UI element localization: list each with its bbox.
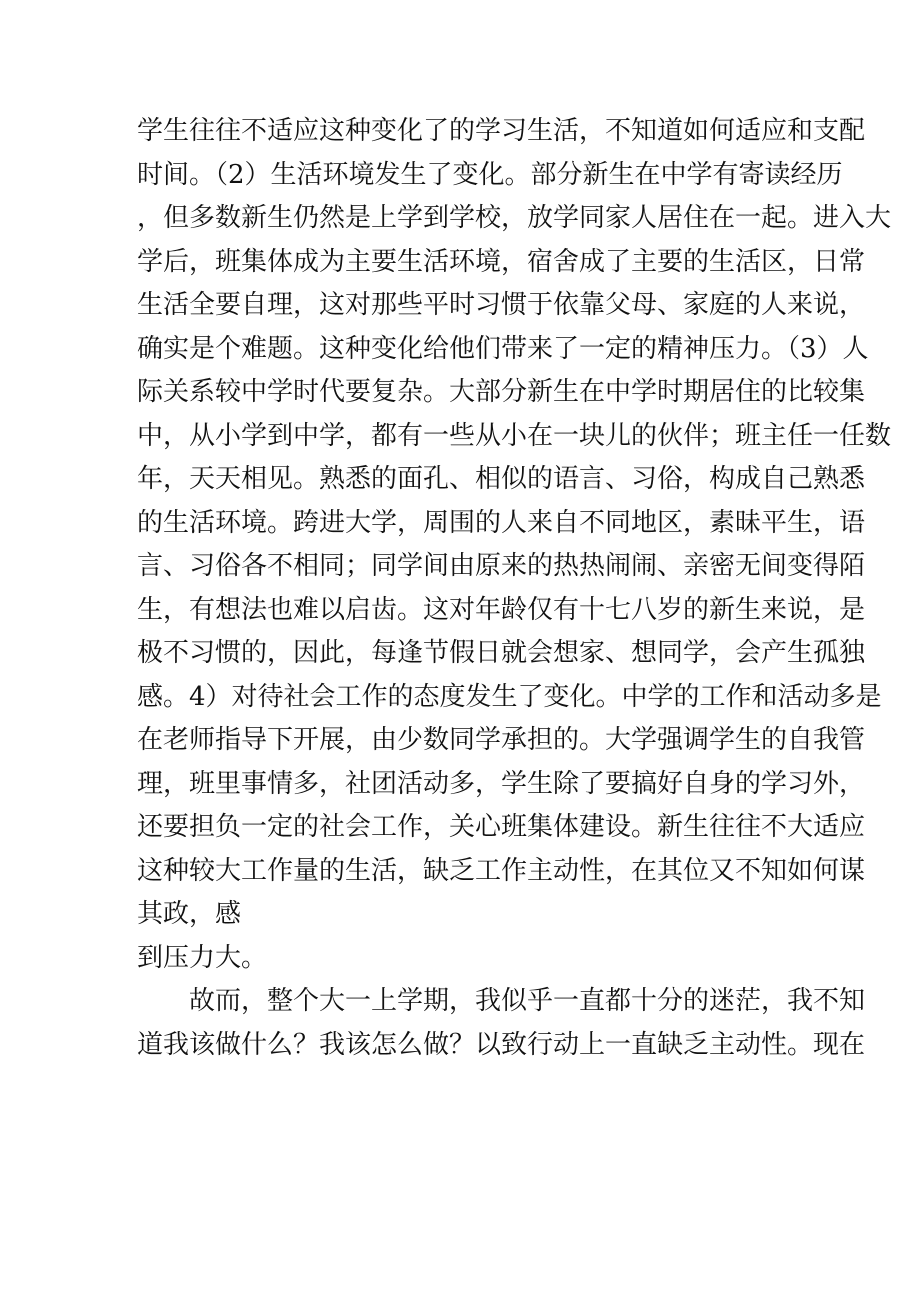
text-line: 生，有想法也难以启齿。这对年龄仅有十七八岁的新生来说，是 — [137, 594, 866, 625]
text-line: 际关系较中学时代要复杂。大部分新生在中学时期居住的比较集 — [137, 377, 866, 407]
text-line: 这种较大工作量的生活，缺乏工作主动性，在其位又不知如何谋 — [137, 855, 866, 886]
text-line: 道我该做什么？我该怎么做？以致行动上一直缺乏主动性。现在 — [137, 1029, 866, 1060]
text-line: 言、习俗各不相同；同学间由原来的热热闹闹、亲密无间变得陌 — [137, 551, 866, 581]
text-line: 生活全要自理，这对那些平时习惯于依靠父母、家庭的人来说， — [137, 290, 866, 320]
text-line: 感。4）对待社会工作的态度发生了变化。中学的工作和活动多是 — [137, 681, 882, 712]
text-line: 时间。（2）生活环境发生了变化。部分新生在中学有寄读经历 — [137, 159, 843, 190]
text-line: 其政，感 — [137, 899, 242, 929]
body-text — [137, 110, 892, 1067]
text-line: ，但多数新生仍然是上学到学校，放学同家人居住在一起。进入大 — [137, 203, 892, 233]
text-line: 确实是个难题。这种变化给他们带来了一定的精神压力。（3）人 — [137, 333, 869, 364]
paragraph-first-line: 故而，整个大一上学期，我似乎一直都十分的迷茫，我不知 — [189, 986, 866, 1016]
text-line: 极不习惯的，因此，每逢节假日就会想家、想同学，会产生孤独 — [137, 638, 866, 668]
text-line: 学生往往不适应这种变化了的学习生活，不知道如何适应和支配 — [137, 116, 866, 146]
text-line: 还要担负一定的社会工作，关心班集体建设。新生往往不大适应 — [137, 812, 866, 842]
text-line: 理，班里事情多，社团活动多，学生除了要搞好自身的学习外， — [137, 768, 866, 799]
text-line: 在老师指导下开展，由少数同学承担的。大学强调学生的自我管 — [137, 725, 866, 755]
text-line: 学后，班集体成为主要生活环境，宿舍成了主要的生活区，日常 — [137, 246, 866, 277]
text-line: 年，天天相见。熟悉的面孔、相似的语言、习俗，构成自己熟悉 — [137, 464, 866, 494]
text-line: 中，从小学到中学，都有一些从小在一块儿的伙伴；班主任一任数 — [137, 420, 892, 451]
text-line: 的生活环境。跨进大学，周围的人来自不同地区，素昧平生，语 — [137, 507, 866, 538]
text-line: 到压力大。 — [137, 942, 268, 973]
